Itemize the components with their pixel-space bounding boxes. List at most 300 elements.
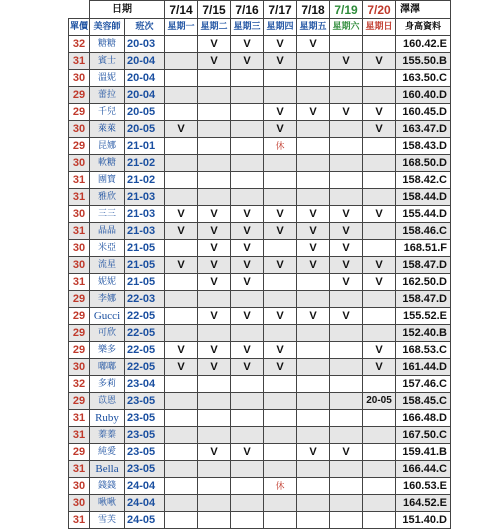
schedule-mark: V xyxy=(231,206,264,223)
name-cell: 錢錢 xyxy=(90,478,125,495)
schedule-mark xyxy=(165,155,198,172)
table-row xyxy=(69,444,451,461)
price-cell: 30 xyxy=(69,240,90,257)
weekday-header: 星期四 xyxy=(264,19,297,36)
schedule-mark: V xyxy=(231,342,264,359)
schedule-mark: V xyxy=(297,308,330,325)
schedule-mark: V xyxy=(363,104,396,121)
schedule-mark: V xyxy=(330,104,363,121)
price-cell: 32 xyxy=(69,36,90,53)
schedule-mark xyxy=(231,410,264,427)
schedule-sheet xyxy=(68,0,451,529)
schedule-mark xyxy=(363,325,396,342)
info-cell: 164.52.E xyxy=(396,495,451,512)
schedule-mark: V xyxy=(198,274,231,291)
date-cell: 7/18 xyxy=(297,1,330,19)
info-cell: 158.44.D xyxy=(396,189,451,206)
schedule-mark xyxy=(264,291,297,308)
table-row xyxy=(69,36,451,53)
schedule-mark: V xyxy=(363,359,396,376)
schedule-mark xyxy=(165,172,198,189)
schedule-mark xyxy=(363,308,396,325)
name-cell: 團寶 xyxy=(90,172,125,189)
table-row xyxy=(69,104,451,121)
schedule-mark xyxy=(231,138,264,155)
name-cell: 米亞 xyxy=(90,240,125,257)
schedule-mark: V xyxy=(363,342,396,359)
info-cell: 158.43.D xyxy=(396,138,451,155)
info-cell: 168.51.F xyxy=(396,240,451,257)
schedule-mark: V xyxy=(231,308,264,325)
name-cell: 賓士 xyxy=(90,53,125,70)
schedule-mark: V xyxy=(330,257,363,274)
schedule-mark: V xyxy=(231,36,264,53)
price-cell: 29 xyxy=(69,87,90,104)
schedule-mark xyxy=(198,291,231,308)
schedule-mark xyxy=(330,325,363,342)
schedule-mark xyxy=(297,87,330,104)
schedule-mark xyxy=(165,478,198,495)
schedule-mark: V xyxy=(231,257,264,274)
schedule-mark xyxy=(330,138,363,155)
price-cell: 29 xyxy=(69,138,90,155)
schedule-mark xyxy=(165,274,198,291)
price-cell: 30 xyxy=(69,257,90,274)
schedule-mark: V xyxy=(363,206,396,223)
schedule-mark xyxy=(165,87,198,104)
schedule-mark xyxy=(198,512,231,529)
info-cell: 163.47.D xyxy=(396,121,451,138)
schedule-mark: V xyxy=(264,206,297,223)
schedule-mark xyxy=(165,104,198,121)
schedule-mark xyxy=(198,325,231,342)
schedule-mark xyxy=(330,189,363,206)
schedule-mark xyxy=(165,138,198,155)
schedule-mark xyxy=(165,427,198,444)
schedule-mark xyxy=(363,172,396,189)
shift-cell: 22-03 xyxy=(125,291,165,308)
name-cell: 苡恩 xyxy=(90,393,125,410)
schedule-mark xyxy=(297,495,330,512)
name-cell: 多莉 xyxy=(90,376,125,393)
schedule-mark: V xyxy=(264,104,297,121)
schedule-mark: V xyxy=(264,342,297,359)
schedule-mark: V xyxy=(330,240,363,257)
name-cell: 雅欣 xyxy=(90,189,125,206)
date-cell: 7/17 xyxy=(264,1,297,19)
shift-cell: 23-04 xyxy=(125,376,165,393)
shift-cell: 20-04 xyxy=(125,70,165,87)
shift-cell: 21-05 xyxy=(125,257,165,274)
schedule-mark xyxy=(198,461,231,478)
price-cell: 31 xyxy=(69,512,90,529)
name-cell: Gucci xyxy=(90,308,125,325)
schedule-mark xyxy=(363,36,396,53)
schedule-mark: V xyxy=(264,36,297,53)
schedule-mark xyxy=(264,512,297,529)
schedule-mark: V xyxy=(198,53,231,70)
name-cell: 嘟嘟 xyxy=(90,359,125,376)
info-cell: 158.45.C xyxy=(396,393,451,410)
info-cell: 167.50.C xyxy=(396,427,451,444)
weekday-header: 星期二 xyxy=(198,19,231,36)
schedule-mark: V xyxy=(165,206,198,223)
table-row xyxy=(69,478,451,495)
schedule-mark xyxy=(264,189,297,206)
schedule-mark xyxy=(297,427,330,444)
schedule-mark xyxy=(231,291,264,308)
shift-cell: 24-04 xyxy=(125,478,165,495)
schedule-mark: V xyxy=(198,342,231,359)
shift-cell: 20-05 xyxy=(125,121,165,138)
name-cell: 啾啾 xyxy=(90,495,125,512)
schedule-mark xyxy=(330,36,363,53)
schedule-mark xyxy=(198,121,231,138)
price-cell: 29 xyxy=(69,325,90,342)
shift-cell: 21-01 xyxy=(125,138,165,155)
schedule-mark xyxy=(297,291,330,308)
schedule-mark xyxy=(231,325,264,342)
date-cell: 7/20 xyxy=(363,1,396,19)
schedule-mark xyxy=(297,274,330,291)
info-cell: 160.42.E xyxy=(396,36,451,53)
name-cell: 糖糖 xyxy=(90,36,125,53)
schedule-mark xyxy=(264,172,297,189)
shift-cell: 22-05 xyxy=(125,325,165,342)
name-cell: 妮妮 xyxy=(90,274,125,291)
name-cell: 溫妮 xyxy=(90,70,125,87)
schedule-mark xyxy=(297,359,330,376)
schedule-mark: V xyxy=(264,223,297,240)
schedule-mark: V xyxy=(297,257,330,274)
table-row xyxy=(69,172,451,189)
shift-cell: 22-05 xyxy=(125,308,165,325)
schedule-mark xyxy=(297,376,330,393)
schedule-mark xyxy=(198,104,231,121)
schedule-mark: V xyxy=(231,223,264,240)
schedule-mark: V xyxy=(297,36,330,53)
schedule-mark xyxy=(330,410,363,427)
shift-cell: 23-05 xyxy=(125,461,165,478)
shift-cell: 20-04 xyxy=(125,87,165,104)
schedule-mark xyxy=(165,444,198,461)
table-row xyxy=(69,121,451,138)
name-cell: Bella xyxy=(90,461,125,478)
schedule-mark xyxy=(198,172,231,189)
price-cell: 29 xyxy=(69,308,90,325)
schedule-mark xyxy=(363,189,396,206)
price-cell: 30 xyxy=(69,70,90,87)
schedule-mark xyxy=(297,189,330,206)
schedule-mark xyxy=(165,393,198,410)
schedule-mark xyxy=(264,444,297,461)
table-row xyxy=(69,189,451,206)
info-cell: 155.50.B xyxy=(396,53,451,70)
schedule-mark xyxy=(330,121,363,138)
table-row xyxy=(69,461,451,478)
schedule-mark: V xyxy=(264,257,297,274)
schedule-mark xyxy=(297,325,330,342)
schedule-mark: 休 xyxy=(264,478,297,495)
schedule-mark: V xyxy=(363,274,396,291)
schedule-mark xyxy=(231,495,264,512)
shift-cell: 23-05 xyxy=(125,410,165,427)
schedule-mark xyxy=(198,87,231,104)
schedule-mark: V xyxy=(165,121,198,138)
schedule-mark xyxy=(231,461,264,478)
schedule-mark xyxy=(363,444,396,461)
table-row xyxy=(69,393,451,410)
schedule-mark: V xyxy=(231,444,264,461)
schedule-mark xyxy=(264,155,297,172)
price-cell: 31 xyxy=(69,461,90,478)
shift-cell: 23-05 xyxy=(125,393,165,410)
info-cell: 155.52.E xyxy=(396,308,451,325)
price-cell: 31 xyxy=(69,172,90,189)
info-cell: 158.42.C xyxy=(396,172,451,189)
schedule-mark xyxy=(231,155,264,172)
schedule-mark: V xyxy=(330,53,363,70)
name-cell: 萊萊 xyxy=(90,121,125,138)
name-cell: 軟糖 xyxy=(90,155,125,172)
schedule-mark xyxy=(165,495,198,512)
schedule-mark xyxy=(165,53,198,70)
schedule-mark xyxy=(330,291,363,308)
schedule-mark: V xyxy=(264,359,297,376)
name-cell: 三三 xyxy=(90,206,125,223)
name-cell: 純愛 xyxy=(90,444,125,461)
schedule-mark xyxy=(363,223,396,240)
table-row xyxy=(69,308,451,325)
schedule-mark xyxy=(198,393,231,410)
info-cell: 163.50.C xyxy=(396,70,451,87)
info-cell: 152.40.B xyxy=(396,325,451,342)
shift-cell: 21-03 xyxy=(125,223,165,240)
schedule-mark xyxy=(231,393,264,410)
schedule-mark: V xyxy=(231,53,264,70)
shift-cell: 20-03 xyxy=(125,36,165,53)
info-cell: 155.44.D xyxy=(396,206,451,223)
schedule-mark xyxy=(198,189,231,206)
name-cell: 千兒 xyxy=(90,104,125,121)
schedule-mark xyxy=(330,87,363,104)
date-header-row xyxy=(69,1,451,19)
table-row xyxy=(69,206,451,223)
column-header-row xyxy=(69,19,451,36)
schedule-mark xyxy=(165,240,198,257)
name-cell: 李娜 xyxy=(90,291,125,308)
schedule-mark: V xyxy=(264,53,297,70)
info-cell: 160.45.D xyxy=(396,104,451,121)
schedule-mark: V xyxy=(231,240,264,257)
table-row xyxy=(69,155,451,172)
date-cell: 7/16 xyxy=(231,1,264,19)
schedule-mark: 20-05 xyxy=(363,393,396,410)
schedule-mark xyxy=(363,512,396,529)
schedule-mark xyxy=(231,104,264,121)
schedule-mark: 休 xyxy=(264,138,297,155)
col-shift-header: 班次 xyxy=(125,19,165,36)
table-row xyxy=(69,410,451,427)
price-cell: 30 xyxy=(69,495,90,512)
schedule-mark xyxy=(231,87,264,104)
schedule-mark xyxy=(198,495,231,512)
table-row xyxy=(69,495,451,512)
info-cell: 166.48.D xyxy=(396,410,451,427)
price-cell: 29 xyxy=(69,342,90,359)
schedule-mark: V xyxy=(198,257,231,274)
schedule-mark xyxy=(231,121,264,138)
info-cell: 162.50.D xyxy=(396,274,451,291)
schedule-mark: V xyxy=(363,257,396,274)
name-cell: Ruby xyxy=(90,410,125,427)
schedule-mark: V xyxy=(297,223,330,240)
schedule-mark: V xyxy=(165,359,198,376)
schedule-mark xyxy=(297,512,330,529)
schedule-mark: V xyxy=(330,223,363,240)
schedule-mark xyxy=(264,410,297,427)
schedule-mark xyxy=(363,495,396,512)
schedule-mark: V xyxy=(363,121,396,138)
schedule-mark xyxy=(363,138,396,155)
schedule-mark xyxy=(363,478,396,495)
weekday-header: 星期六 xyxy=(330,19,363,36)
schedule-mark xyxy=(231,478,264,495)
schedule-mark xyxy=(264,427,297,444)
schedule-mark: V xyxy=(231,274,264,291)
table-row xyxy=(69,138,451,155)
schedule-mark xyxy=(297,70,330,87)
price-cell: 30 xyxy=(69,121,90,138)
schedule-mark xyxy=(165,410,198,427)
schedule-mark: V xyxy=(363,53,396,70)
col-info-header: 身高資料 xyxy=(396,19,451,36)
info-cell: 161.44.D xyxy=(396,359,451,376)
name-cell: 蓁蓁 xyxy=(90,427,125,444)
schedule-mark xyxy=(264,376,297,393)
schedule-mark xyxy=(264,274,297,291)
schedule-mark xyxy=(198,155,231,172)
schedule-mark xyxy=(330,70,363,87)
table-row xyxy=(69,359,451,376)
shift-cell: 23-05 xyxy=(125,444,165,461)
schedule-mark xyxy=(330,155,363,172)
schedule-mark: V xyxy=(198,206,231,223)
table-row xyxy=(69,53,451,70)
shift-cell: 20-05 xyxy=(125,104,165,121)
schedule-mark xyxy=(165,189,198,206)
schedule-mark xyxy=(198,376,231,393)
col-name-header: 美容師 xyxy=(90,19,125,36)
date-label: 日期 xyxy=(90,1,165,19)
schedule-mark xyxy=(264,70,297,87)
price-cell: 30 xyxy=(69,359,90,376)
name-cell: 昆娜 xyxy=(90,138,125,155)
schedule-mark xyxy=(231,189,264,206)
schedule-mark xyxy=(297,478,330,495)
schedule-mark: V xyxy=(198,36,231,53)
schedule-mark xyxy=(165,376,198,393)
schedule-mark: V xyxy=(165,342,198,359)
info-cell: 159.41.B xyxy=(396,444,451,461)
schedule-mark xyxy=(297,53,330,70)
price-cell: 29 xyxy=(69,104,90,121)
shift-cell: 21-03 xyxy=(125,206,165,223)
price-cell: 31 xyxy=(69,53,90,70)
schedule-mark xyxy=(330,342,363,359)
schedule-mark xyxy=(330,461,363,478)
date-cell: 7/15 xyxy=(198,1,231,19)
info-cell: 168.50.D xyxy=(396,155,451,172)
schedule-mark xyxy=(330,376,363,393)
price-cell: 32 xyxy=(69,376,90,393)
schedule-mark: V xyxy=(198,308,231,325)
schedule-mark xyxy=(264,495,297,512)
price-cell: 29 xyxy=(69,291,90,308)
shift-cell: 23-05 xyxy=(125,427,165,444)
shift-cell: 21-05 xyxy=(125,240,165,257)
weekday-header: 星期一 xyxy=(165,19,198,36)
weekday-header: 星期日 xyxy=(363,19,396,36)
shift-cell: 21-05 xyxy=(125,274,165,291)
schedule-table xyxy=(68,0,451,529)
table-row xyxy=(69,427,451,444)
schedule-mark xyxy=(165,70,198,87)
table-row xyxy=(69,257,451,274)
price-cell: 31 xyxy=(69,189,90,206)
table-row xyxy=(69,240,451,257)
schedule-mark xyxy=(330,393,363,410)
schedule-mark xyxy=(330,359,363,376)
schedule-mark xyxy=(363,87,396,104)
schedule-mark: V xyxy=(330,444,363,461)
info-cell: 151.40.D xyxy=(396,512,451,529)
schedule-mark xyxy=(363,376,396,393)
schedule-mark xyxy=(297,461,330,478)
info-cell: 158.47.D xyxy=(396,257,451,274)
schedule-mark xyxy=(363,410,396,427)
table-row xyxy=(69,223,451,240)
shift-cell: 21-02 xyxy=(125,172,165,189)
schedule-mark xyxy=(198,410,231,427)
schedule-mark xyxy=(264,393,297,410)
schedule-mark xyxy=(363,427,396,444)
name-cell: 可欣 xyxy=(90,325,125,342)
price-cell: 31 xyxy=(69,410,90,427)
schedule-mark xyxy=(330,172,363,189)
table-row xyxy=(69,291,451,308)
price-cell: 30 xyxy=(69,478,90,495)
shift-cell: 21-03 xyxy=(125,189,165,206)
table-row xyxy=(69,70,451,87)
info-cell: 157.46.C xyxy=(396,376,451,393)
schedule-mark xyxy=(264,87,297,104)
schedule-mark xyxy=(297,342,330,359)
table-row xyxy=(69,87,451,104)
schedule-mark xyxy=(297,172,330,189)
schedule-mark xyxy=(297,138,330,155)
schedule-mark xyxy=(363,70,396,87)
schedule-mark: V xyxy=(297,444,330,461)
weekday-header: 星期三 xyxy=(231,19,264,36)
schedule-mark xyxy=(297,121,330,138)
schedule-mark: V xyxy=(297,240,330,257)
info-cell: 166.44.C xyxy=(396,461,451,478)
shift-cell: 20-04 xyxy=(125,53,165,70)
price-cell: 29 xyxy=(69,444,90,461)
info-cell: 160.53.E xyxy=(396,478,451,495)
schedule-mark xyxy=(198,70,231,87)
